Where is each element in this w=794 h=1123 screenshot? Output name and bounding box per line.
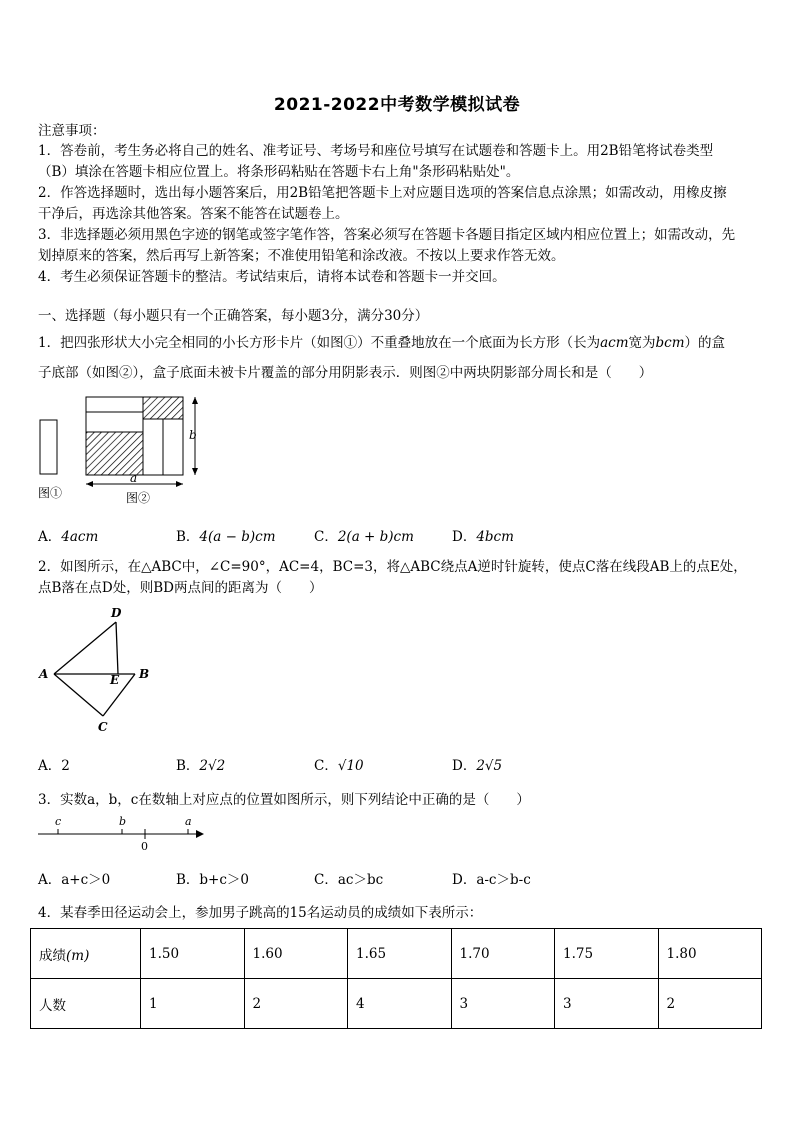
table-cell: 1.80 <box>658 929 762 979</box>
option-label: C． <box>314 758 338 774</box>
label-b: b <box>189 428 197 442</box>
fig1-label: 图① <box>38 486 63 500</box>
shaded-region <box>86 432 143 475</box>
question-2-line1: 2．如图所示，在△ABC中，∠C=90°，AC=4，BC=3，将△ABC绕点A逆时针旋转，使点C落在线段AB上的点E处， <box>38 559 747 575</box>
notice-line: 4．考生必须保证答题卡的整洁。考试结束后，请将本试卷和答题卡一并交回。 <box>38 269 506 285</box>
notice-line: （B）填涂在答题卡相应位置上。将条形码粘贴在答题卡右上角"条形码粘贴处"。 <box>38 164 520 180</box>
label-zero: 0 <box>141 840 148 853</box>
table-header-cell: 成绩(m) <box>31 929 141 979</box>
label-a: a <box>185 815 192 828</box>
label-a: a <box>130 471 138 485</box>
question-1-line2: 子底部（如图②），盒子底面未被卡片覆盖的部分用阴影表示．则图②中两块阴影部分周长和是（ ） <box>38 365 653 381</box>
notice-line: 划掉原来的答案，然后再写上新答案；不准使用铅笔和涂改液。不按以上要求作答无效。 <box>38 248 565 264</box>
q3-option-c: C．ac＞bc <box>314 872 384 888</box>
option-label: D． <box>452 529 477 545</box>
table-cell: 1.50 <box>141 929 245 979</box>
option-d: 2√5 <box>476 758 503 774</box>
q3-option-b: B．b+c＞0 <box>176 872 250 888</box>
q2-option-a: A．2 <box>38 758 70 774</box>
q1-text-mid: 宽为 <box>628 335 656 351</box>
table-cell: 1.60 <box>244 929 348 979</box>
q1-text-end: ）的盒 <box>684 335 726 351</box>
q3-option-a: A．a+c＞0 <box>38 872 111 888</box>
option-label: B． <box>176 529 200 545</box>
table-row <box>31 929 762 979</box>
question-3-line1: 3．实数a，b，c在数轴上对应点的位置如图所示，则下列结论中正确的是（ ） <box>38 792 530 808</box>
question-2-line2: 点B落在点D处，则BD两点间的距离为（ ） <box>38 580 323 596</box>
shaded-region <box>143 397 183 419</box>
q1-text: 1．把四张形状大小完全相同的小长方形卡片（如图①）不重叠地放在一个底面为长方形（长为 <box>38 335 601 351</box>
table-row <box>31 979 762 1029</box>
table-cell: 3 <box>451 979 555 1029</box>
label-c: c <box>55 815 62 828</box>
q1-var-acm: acm <box>600 335 629 351</box>
option-c: √10 <box>337 758 364 774</box>
page-title: 2021-2022中考数学模拟试卷 <box>273 95 521 115</box>
option-label: B． <box>176 758 200 774</box>
notice-line: 2．作答选择题时，选出每小题答案后，用2B铅笔把答题卡上对应题目选项的答案信息点涂黑；如需改动，用橡皮擦 <box>38 185 727 201</box>
q2-option-c-wrap <box>314 754 364 774</box>
table-cell: 1.65 <box>348 929 452 979</box>
q1-option-b-wrap <box>176 525 276 545</box>
q1-var-bcm: bcm <box>655 335 685 351</box>
q1-figure <box>30 390 230 512</box>
label-b: b <box>119 815 127 828</box>
table-cell: 1 <box>141 979 245 1029</box>
table-cell: 4 <box>348 979 452 1029</box>
point-D: D <box>111 606 122 620</box>
q2-option-b-wrap <box>176 754 225 774</box>
option-label: D． <box>452 758 477 774</box>
q1-options <box>38 525 98 545</box>
q3-option-d: D．a-c＞b-c <box>452 872 531 888</box>
notice-line: 干净后，再选涂其他答案。答案不能答在试题卷上。 <box>38 206 349 222</box>
small-card <box>40 420 57 474</box>
q1-option-c-wrap <box>314 525 414 545</box>
question-1-line1 <box>38 333 760 353</box>
table-cell: 2 <box>658 979 762 1029</box>
option-b: 4(a − b)cm <box>199 529 276 545</box>
results-table <box>30 928 762 1029</box>
option-d: 4bcm <box>476 529 514 545</box>
notice-line: 1．答卷前，考生务必将自己的姓名、准考证号、考场号和座位号填写在试题卷和答题卡上。用2B铅笔将试卷类型 <box>38 143 714 159</box>
option-label: C． <box>314 529 338 545</box>
notice-line: 3．非选择题必须用黑色字迹的钢笔或签字笔作答，答案必须写在答题卡各题目指定区域内相应位置上；如需改动，先 <box>38 227 736 243</box>
point-A: A <box>39 667 49 681</box>
table-header-cell: 人数 <box>31 979 141 1029</box>
fig2-label: 图② <box>126 491 151 505</box>
table-cell: 1.70 <box>451 929 555 979</box>
section-heading: 一、选择题（每小题只有一个正确答案，每小题3分，满分30分） <box>38 308 429 324</box>
q2-triangle-figure <box>32 600 162 740</box>
option-a: 4acm <box>61 529 99 545</box>
notice-heading: 注意事项： <box>38 123 106 139</box>
point-C: C <box>98 720 108 734</box>
table-cell: 2 <box>244 979 348 1029</box>
option-label: A． <box>38 529 62 545</box>
point-E: E <box>110 673 120 687</box>
q1-option-d-wrap <box>452 525 514 545</box>
question-4-line1: 4．某春季田径运动会上，参加男子跳高的15名运动员的成绩如下表所示： <box>38 905 483 921</box>
option-c: 2(a + b)cm <box>337 529 414 545</box>
q3-number-line <box>32 812 212 854</box>
table-cell: 3 <box>555 979 659 1029</box>
q2-option-d-wrap <box>452 754 502 774</box>
option-b: 2√2 <box>199 758 226 774</box>
table-cell: 1.75 <box>555 929 659 979</box>
point-B: B <box>139 667 150 681</box>
